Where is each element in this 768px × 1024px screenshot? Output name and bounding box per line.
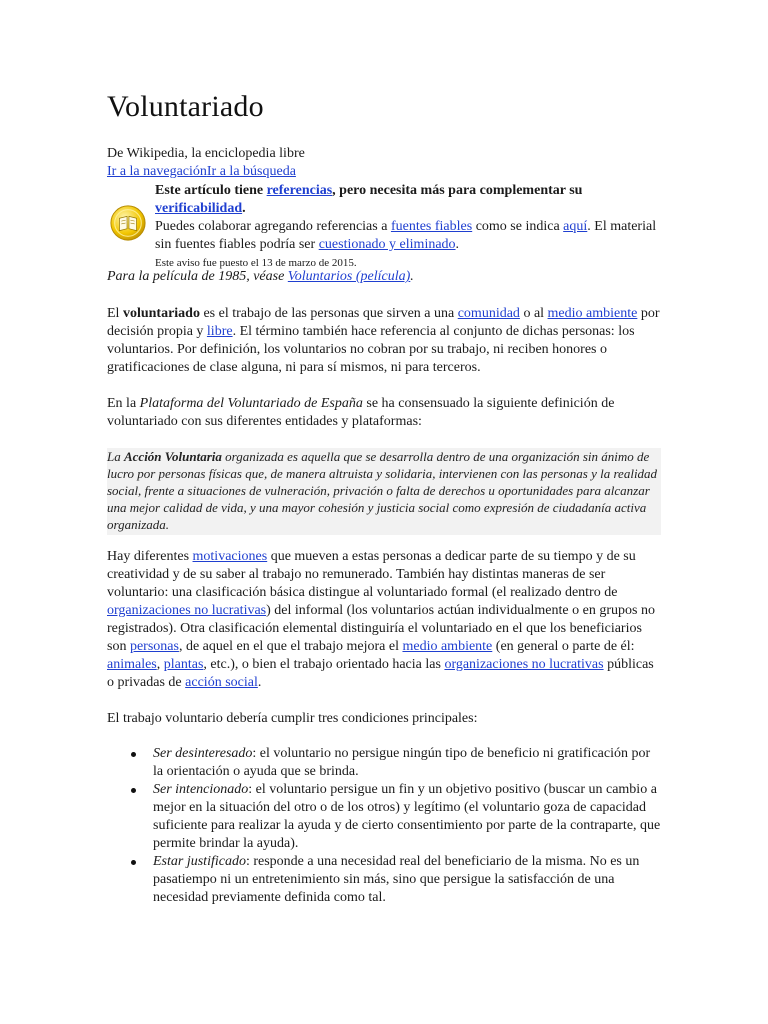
motivations-link[interactable]: motivaciones [192, 549, 268, 564]
references-link[interactable]: referencias [266, 183, 333, 198]
notice-date: Este aviso fue puesto el 13 de marzo de 2015. [155, 257, 357, 269]
list-item: Estar justificado: responde a una necesidad real del beneficiario de la misma. No es un pasatiempo ni un entretenimiento sin más, sino que persigue la satisfacción de una necesidad previamente definida como tal. [107, 853, 662, 907]
conditions-list [107, 745, 662, 907]
community-link[interactable]: comunidad [457, 306, 520, 321]
notice-text: Este artículo tiene referencias, pero necesita más para complementar su verificabilidad. Puedes colaborar agregando referencias a fuentes fiables como se indica aquí. El material sin fuentes fiables podría ser cuestionado y eliminado. Este aviso fue puesto el 13 de marzo de 2015. [155, 183, 657, 269]
conditions-intro-paragraph: El trabajo voluntario debería cumplir tres condiciones principales: [107, 711, 478, 726]
nonprofit-organizations-link-2[interactable]: organizaciones no lucrativas [444, 657, 604, 672]
questioned-and-removed-link[interactable]: cuestionado y eliminado [318, 237, 456, 252]
skip-links [107, 164, 296, 180]
intro-paragraph: El voluntariado es el trabajo de las personas que sirven a una comunidad o al medio ambiente por decisión propia y libre. El término también hace referencia al conjunto de dichas personas: los voluntarios. Por definición, los voluntarios no cobran por su trabajo, ni reciben honores o gratificaciones de clase alguna, ni para sí mismos, ni para terceros. [107, 306, 660, 375]
page-title: Voluntariado [107, 90, 264, 123]
definition-blockquote: La Acción Voluntaria organizada es aquella que se desarrolla dentro de una organización sin ánimo de lucro por personas físicas que, de manera altruista y solidaria, intervienen con las personas y la realidad social, frente a situaciones de vulneración, privación o falta de derechos u oportunidades para alcanzar una mejor calidad de vida, y una mayor cohesión y justicia social como expresión de ciudadanía activa organizada. [107, 448, 661, 535]
social-action-link[interactable]: acción social [185, 675, 258, 690]
list-item: Ser intencionado: el voluntario persigue un fin y un objetivo positivo (buscar un cambio a mejor en la situación del otro o de los otros) y legítimo (el voluntario goza de capacidad suficiente para realizar la ayuda y de cierto consentimiento por parte de la contraparte, que permite brindar la ayuda). [107, 781, 662, 853]
environment-link[interactable]: medio ambiente [547, 306, 638, 321]
references-notice [107, 182, 667, 272]
environment-link-2[interactable]: medio ambiente [402, 639, 493, 654]
verifiability-link[interactable]: verificabilidad [155, 201, 243, 216]
skip-to-search-link[interactable]: Ir a la búsqueda [206, 164, 296, 179]
skip-to-navigation-link[interactable]: Ir a la navegación [107, 164, 207, 179]
reliable-sources-link[interactable]: fuentes fiables [390, 219, 473, 234]
here-link[interactable]: aquí [563, 219, 588, 234]
disambiguation-hatnote: Para la película de 1985, véase Voluntarios (película). [107, 269, 414, 284]
people-link[interactable]: personas [129, 639, 179, 654]
motivations-paragraph: Hay diferentes motivaciones que mueven a estas personas a dedicar parte de su tiempo y de su creatividad y de su saber al trabajo no remunerado. También hay distintas maneras de ser voluntario: una clasificación básica distingue al voluntariado formal (el realizado dentro de organizaciones no lucrativas) del informal (los voluntarios actúan individualmente o en grupos no registrados). Otra clasificación elemental distinguiría el voluntariado en el que los beneficiarios son personas, de aquel en el que el trabajo mejora el medio ambiente (en general o parte de él: animales, plantas, etc.), o bien el trabajo orientado hacia las organizaciones no lucrativas públicas o privadas de acción social. [107, 549, 655, 690]
notice-heading: Este artículo tiene referencias, pero necesita más para complementar su verificabilidad. [155, 183, 583, 216]
free-link[interactable]: libre [206, 324, 233, 339]
verification-book-icon [109, 204, 147, 242]
animals-link[interactable]: animales [107, 657, 157, 672]
site-subtitle: De Wikipedia, la enciclopedia libre [107, 146, 305, 161]
nonprofit-organizations-link[interactable]: organizaciones no lucrativas [107, 603, 267, 618]
plants-link[interactable]: plantas [163, 657, 204, 672]
volunteers-film-link[interactable]: Voluntarios (película) [287, 269, 411, 284]
list-item: Ser desinteresado: el voluntario no persigue ningún tipo de beneficio ni gratificación por la orientación o ayuda que se brinda. [107, 745, 662, 781]
definition-intro-paragraph: En la Plataforma del Voluntariado de España se ha consensuado la siguiente definición de voluntariado con sus diferentes entidades y plataformas: [107, 396, 615, 429]
